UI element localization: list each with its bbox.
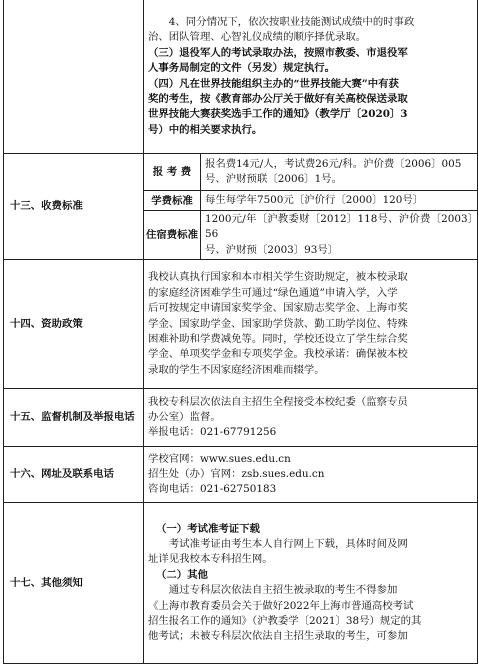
text-line: 每生每学年7500元〔沪价行〔2000〕120号〕 (205, 193, 424, 206)
text-line: （三）退役军人的考试录取办法，按照市教委、市退役军 (148, 46, 408, 59)
text-line: 的家庭经济困难学生可通过“绿色通道”申请入学，入学 (148, 286, 398, 299)
row-12-label-cell (4, 0, 144, 154)
section-heading: （二）其他 (156, 568, 208, 581)
text-line: 1200元/年〔沪教委财〔2012〕118号、沪价费〔2003〕56 (205, 213, 474, 241)
text-line: 录取的学生不因家庭经济困难而辍学。 (148, 363, 325, 376)
row-12-continued (4, 0, 478, 154)
text-line: （四）凡在世界技能组织主办的“世界技能大赛”中有获 (148, 77, 399, 90)
fee-label-accommodation: 住宿费标准 (144, 211, 201, 260)
text-line: 号、沪财预联〔2006〕1号。 (205, 173, 342, 185)
text-line: 招生报名工作的通知》（沪教委学〔2021〕38号）规定的其 (148, 615, 422, 628)
row-14-label: 十四、资助政策 (4, 260, 144, 389)
text-line: 号）中的相关要求执行。 (148, 123, 263, 136)
text-line: 通过专科层次依法自主招生被录取的考生不得参加 (168, 584, 398, 597)
text-line: 办公室）监督。 (148, 411, 221, 424)
school-website: 学校官网：www.sues.edu.cn (148, 452, 291, 465)
fee-label-registration: 报 考 费 (144, 154, 201, 191)
fee-registration-content (201, 154, 478, 191)
row-17-content (144, 503, 478, 664)
row-14-financial-aid (4, 260, 478, 389)
row-17-other-notes (4, 503, 478, 664)
row-14-content (144, 260, 478, 389)
inquiry-phone: 咨询电话：021-62750183 (148, 483, 277, 496)
text-line: 世界技能大赛获奖选手工作的通知》（教学厅〔2020〕3 (148, 108, 408, 121)
row-16-content (144, 447, 478, 503)
admission-rules-table (3, 0, 478, 664)
text-line: 考试准考证由考生本人自行网上下载，具体时间及网 (168, 538, 408, 550)
section-heading: （一）考试准考证下载 (156, 522, 260, 535)
row-16-contact (4, 447, 478, 503)
text-line: 报名费14元/人，考试费26元/科。沪价费〔2006〕005 (205, 157, 462, 170)
row-13-fee-registration (4, 154, 478, 191)
row-16-label: 十六、网址及联系电话 (4, 447, 144, 503)
text-line: 奖的考生，按《教育部办公厅关于做好有关高校保送录取 (148, 92, 408, 105)
fee-tuition-content (201, 191, 478, 211)
text-line: 4、同分情况下，依次按职业技能测试成绩中的时事政 (168, 15, 415, 28)
fee-label-tuition: 学费标准 (144, 191, 201, 211)
text-line: 址详见我校本专科招生网。 (148, 553, 273, 566)
text-line: 后可按规定申请国家奖学金、国家励志奖学金、上海市奖 (148, 302, 408, 315)
text-line: 学金、单项奖学金和专项奖学金。我校承诺：确保被本校 (148, 348, 408, 361)
row-13-label: 十三、收费标准 (4, 154, 144, 260)
text-line: 人事务局制定的文件（另发）规定执行。 (148, 62, 336, 75)
admissions-website: 招生处（办）官网：zsb.sues.edu.cn (148, 468, 325, 481)
row-12-content (144, 0, 478, 154)
fee-accommodation-content (201, 211, 478, 260)
row-15-label: 十五、监督机制及举报电话 (4, 389, 144, 447)
row-15-content (144, 389, 478, 447)
text-line: 困难补助和学费减免等。同时，学校还设立了学生综合奖 (148, 332, 408, 345)
row-17-label: 十七、其他须知 (4, 503, 144, 664)
text-line: 治、团队管理、心智礼仪成绩的顺序择优录取。 (148, 31, 367, 44)
row-15-supervision (4, 389, 478, 447)
text-line: 号、沪财预〔2003〕93号〕 (205, 243, 339, 256)
text-line: 我校认真执行国家和本市相关学生资助规定，被本校录取 (148, 271, 408, 284)
text-line: 他考试；未被专科层次依法自主招生录取的考生，可参加 (148, 630, 408, 643)
report-phone: 举报电话：021-67791256 (148, 426, 277, 439)
text-line: 我校专科层次依法自主招生全程接受本校纪委（监察专员 (148, 395, 408, 408)
text-line: 《上海市教育委员会关于做好2022年上海市普通高校考试 (148, 599, 414, 612)
text-line: 学金、国家助学金、国家助学贷款、勤工助学岗位、特殊 (148, 317, 408, 330)
